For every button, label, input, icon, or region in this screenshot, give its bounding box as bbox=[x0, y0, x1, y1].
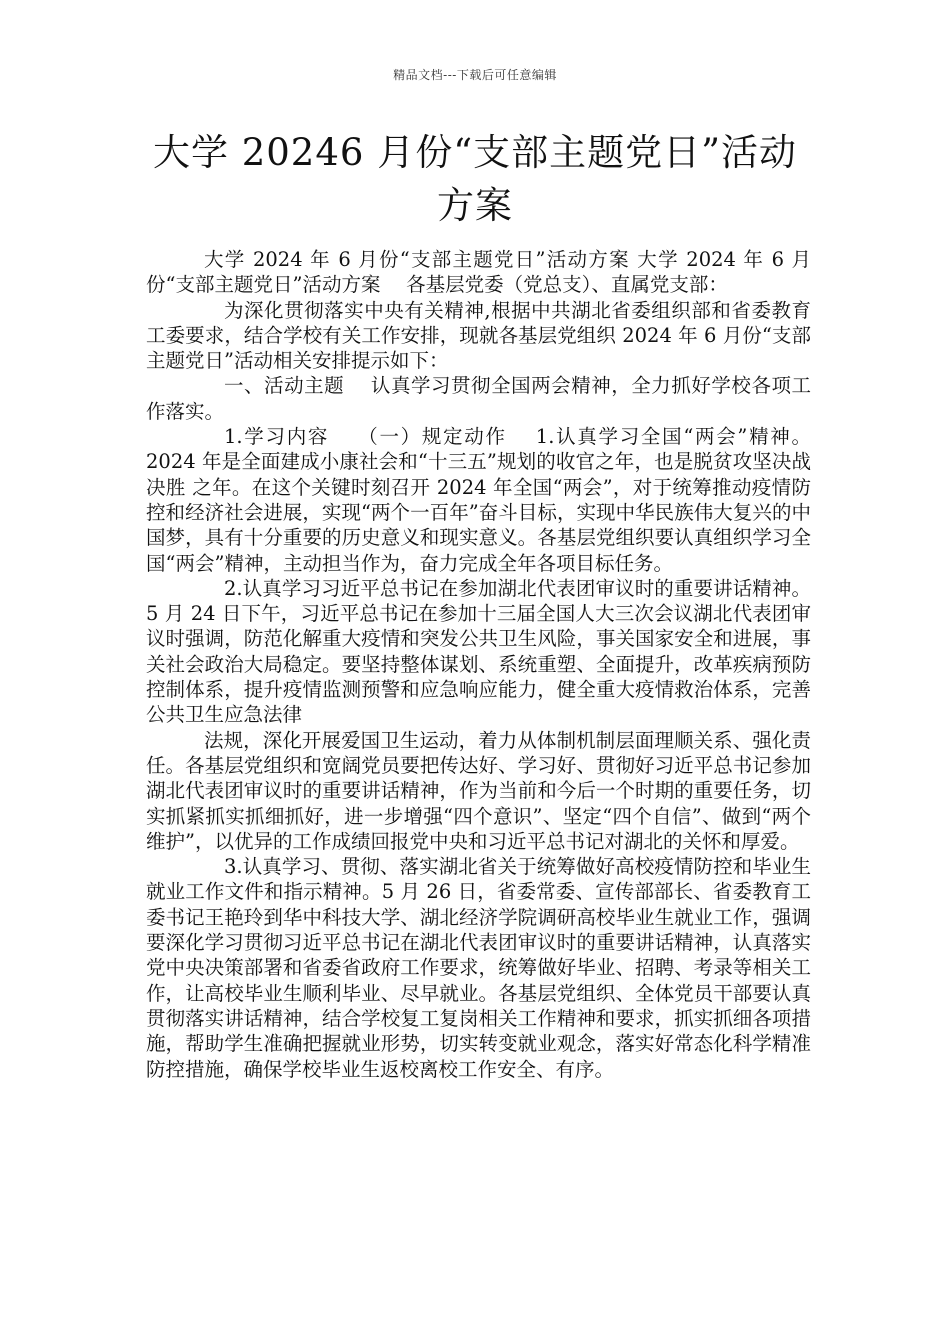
paragraph-theme: 一、活动主题 认真学习贯彻全国两会精神，全力抓好学校各项工作落实。 bbox=[146, 374, 811, 423]
paragraph-intro: 大学 2024 年 6 月份“支部主题党日”活动方案 大学 2024 年 6 月份“支部主题党日”活动方案 各基层党委（党总支）、直属党支部： bbox=[146, 248, 811, 297]
paragraph-employment: 3.认真学习、贯彻、落实湖北省关于统筹做好高校疫情防控和毕业生就业工作文件和指示精神。5 月 26 日，省委常委、宣传部部长、省委教育工委书记王艳玲到华中科技大学、湖北经济学院调研高校毕业生就业工作，强调要深化学习贯彻习近平总书记在湖北代表团审议时的重要讲话精神，认真落实党中央决策部署和省委省政府工作要求，统筹做好毕业、招聘、考录等相关工作，让高校毕业生顺利毕业、尽早就业。各基层党组织、全体党员干部要认真贯彻落实讲话精神，结合学校复工复岗相关工作精神和要求，抓实抓细各项措施，帮助学生准确把握就业形势，切实转变就业观念，落实好常态化科学精准防控措施，确保学校毕业生返校离校工作安全、有序。 bbox=[146, 855, 811, 1081]
paragraph-regulations: 法规，深化开展爱国卫生运动，着力从体制机制层面理顺关系、强化责任。各基层党组织和宽阔党员要把传达好、学习好、贯彻好习近平总书记参加湖北代表团审议时的重要讲话精神，作为当前和今后一个时期的重要任务，切实抓紧抓实抓细抓好，进一步增强“四个意识”、坚定“四个自信”、做到“两个维护”，以优异的工作成绩回报党中央和习近平总书记对湖北的关怀和厚爱。 bbox=[146, 728, 811, 853]
paragraph-purpose: 为深化贯彻落实中央有关精神,根据中共湖北省委组织部和省委教育工委要求，结合学校有关工作安排，现就各基层党组织 2024 年 6 月份“支部主题党日”活动相关安排提示如下： bbox=[146, 298, 811, 373]
document-body bbox=[146, 247, 811, 1082]
document-title: 大学 20246 月份“支部主题党日”活动方案 bbox=[152, 131, 798, 227]
paragraph-speech-study: 2.认真学习习近平总书记在参加湖北代表团审议时的重要讲话精神。5 月 24 日下午，习近平总书记在参加十三届全国人大三次会议湖北代表团审议时强调，防范化解重大疫情和突发公共卫生风险，事关国家安全和进展，事关社会政治大局稳定。要坚持整体谋划、系统重塑、全面提升，改革疾病预防控制体系，提升疫情监测预警和应急响应能力，健全重大疫情救治体系，完善公共卫生应急法律 bbox=[146, 576, 811, 727]
paragraph-study-content: 1.学习内容 （一）规定动作 1.认真学习全国“两会”精神。2024 年是全面建成小康社会和“十三五”规划的收官之年，也是脱贫攻坚决战决胜 之年。在这个关键时刻召开 2024 年全国“两会”，对于统筹推动疫情防控和经济社会进展，实现“两个一百年”奋斗目标，实现中华民族伟大复兴的中国梦，具有十分重要的历史意义和现实意义。各基层党组织要认真组织学习全国“两会”精神，主动担当作为，奋力完成全年各项目标任务。 bbox=[146, 425, 811, 575]
header-note: 精品文档---下载后可任意编辑 bbox=[393, 68, 557, 82]
